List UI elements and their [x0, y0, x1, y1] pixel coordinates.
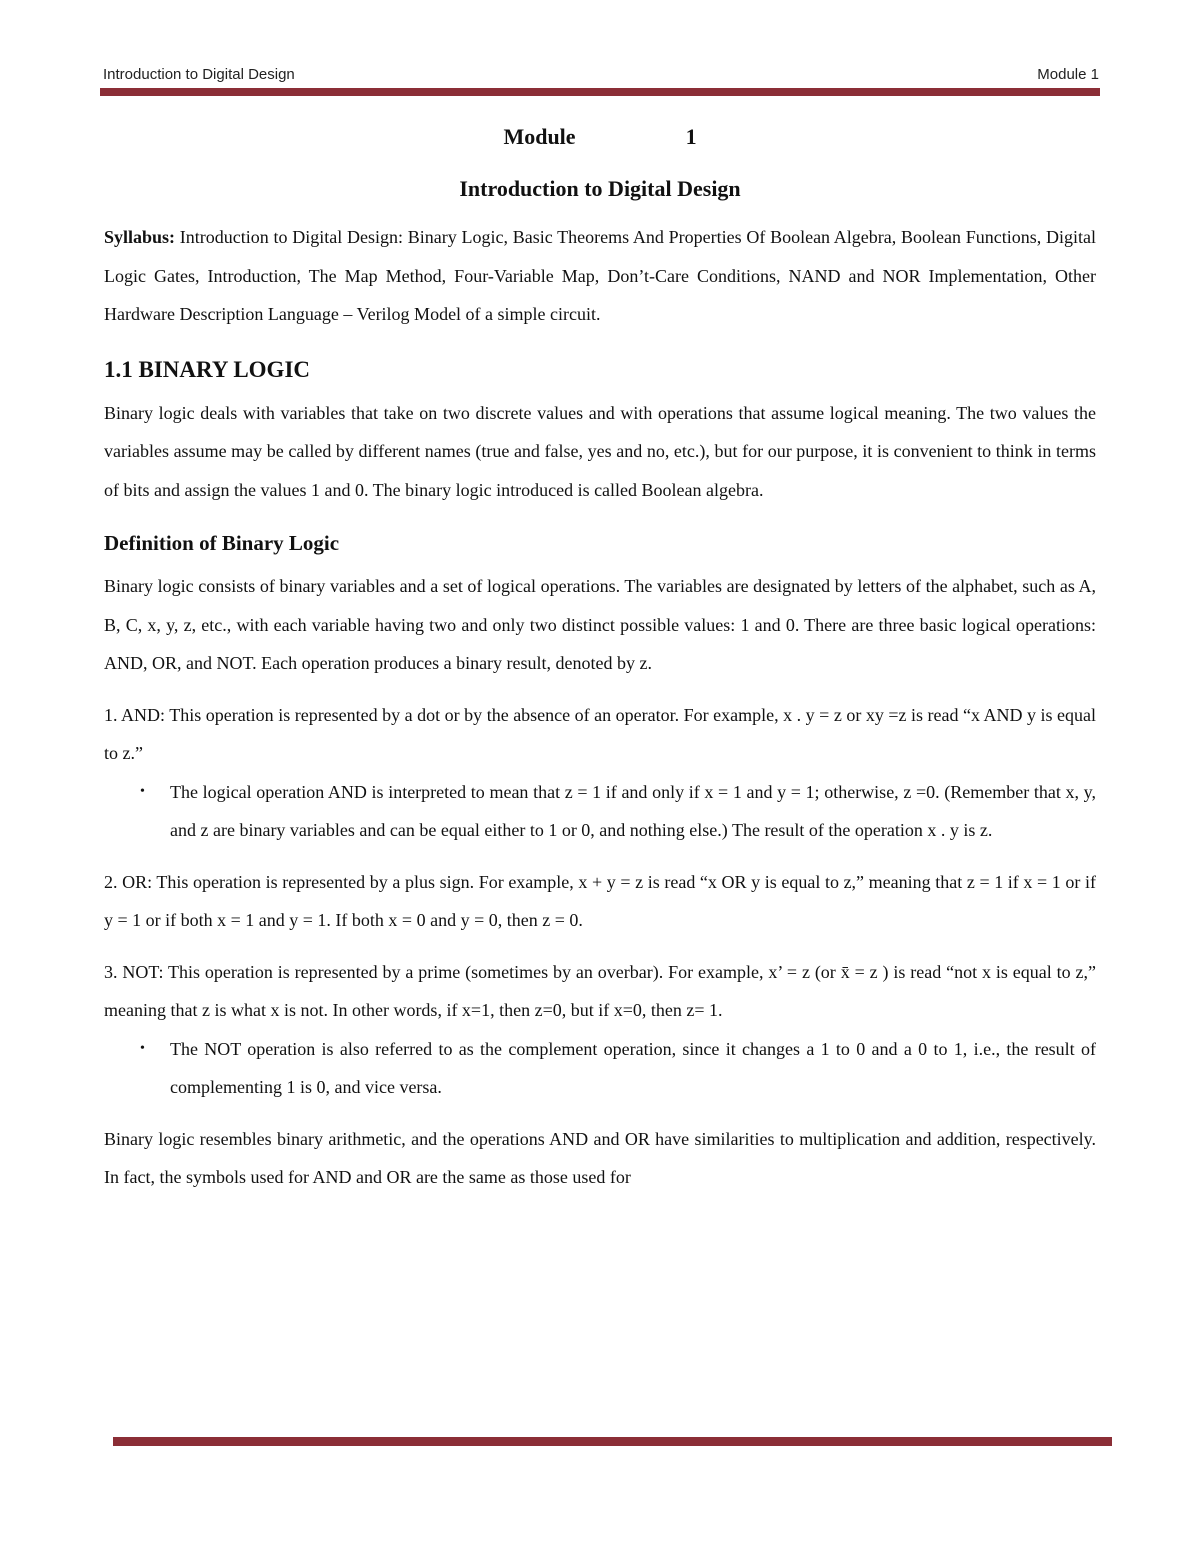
page-header: [103, 66, 1099, 88]
bullet-icon: •: [140, 783, 145, 799]
not-bullet-list: [104, 1030, 1096, 1107]
syllabus-paragraph: [104, 218, 1096, 334]
module-heading: [104, 118, 1096, 156]
definition-heading: Definition of Binary Logic: [104, 531, 340, 555]
definition-paragraph: Binary logic consists of binary variables and a set of logical operations. The variables are designated by letters of the alphabet, such as A, B, C, x, y, z, etc., with each variable having two and only two distinct possible values: 1 and 0. There are three basic logical operations: AND, OR, and NOT. Each operation produces a binary result, denoted by z.: [104, 576, 1096, 673]
header-module-label: Module 1: [1037, 66, 1099, 83]
syllabus-text: Introduction to Digital Design: Binary Logic, Basic Theorems And Properties Of Boolean Algebra, Boolean Functions, Digital Logic Gates, Introduction, The Map Method, Four-Variable Map, Don’t-Care Conditions, NAND and NOR Implementation, Other Hardware Description Language – Verilog Model of a simple circuit.: [104, 227, 1096, 324]
footer-rule: [113, 1437, 1112, 1446]
closing-paragraph: Binary logic resembles binary arithmetic, and the operations AND and OR have similarities to multiplication and addition, respectively. In fact, the symbols used for AND and OR are the same as those used for: [104, 1128, 1096, 1187]
bullet-icon: •: [140, 1040, 145, 1056]
document-title: Introduction to Digital Design: [459, 176, 741, 201]
and-paragraph: 1. AND: This operation is represented by a dot or by the absence of an operator. For example, x . y = z or xy =z is read “x AND y is equal to z.”: [104, 704, 1096, 763]
syllabus-label: Syllabus:: [104, 227, 176, 247]
list-item: [104, 1030, 1096, 1107]
header-rule: [100, 88, 1100, 96]
document-body: [104, 118, 1096, 1197]
module-number: 1: [685, 124, 697, 149]
and-bullet-text: The logical operation AND is interpreted to mean that z = 1 if and only if x = 1 and y = 1; otherwise, z =0. (Remember that x, y, and z are binary variables and can be equal either to 1 or 0, and nothing else.) The result of the operation x . y is z.: [170, 781, 1096, 840]
not-bullet-text: The NOT operation is also referred to as the complement operation, since it changes a 1 to 0 and a 0 to 1, i.e., the result of complementing 1 is 0, and vice versa.: [170, 1038, 1096, 1097]
module-word: Module: [503, 124, 576, 149]
binary-logic-paragraph: Binary logic deals with variables that take on two discrete values and with operations that assume logical meaning. The two values the variables assume may be called by different names (true and false, yes and no, etc.), but for our purpose, it is convenient to think in terms of bits and assign the values 1 and 0. The binary logic introduced is called Boolean algebra.: [104, 402, 1096, 500]
or-paragraph: 2. OR: This operation is represented by a plus sign. For example, x + y = z is read “x OR y is equal to z,” meaning that z = 1 if x = 1 or if y = 1 or if both x = 1 and y = 1. If both x = 0 and y = 0, then z = 0.: [104, 871, 1096, 930]
list-item: [104, 773, 1096, 850]
not-paragraph: 3. NOT: This operation is represented by a prime (sometimes by an overbar). For example, x’ = z (or x̄ = z ) is read “not x is equal to z,” meaning that z is what x is not. In other words, if x=1, then z=0, but if x=0, then z= 1.: [104, 961, 1096, 1020]
and-bullet-list: [104, 773, 1096, 850]
header-title: Introduction to Digital Design: [103, 66, 295, 83]
section-heading-binary-logic: 1.1 BINARY LOGIC: [104, 356, 311, 382]
